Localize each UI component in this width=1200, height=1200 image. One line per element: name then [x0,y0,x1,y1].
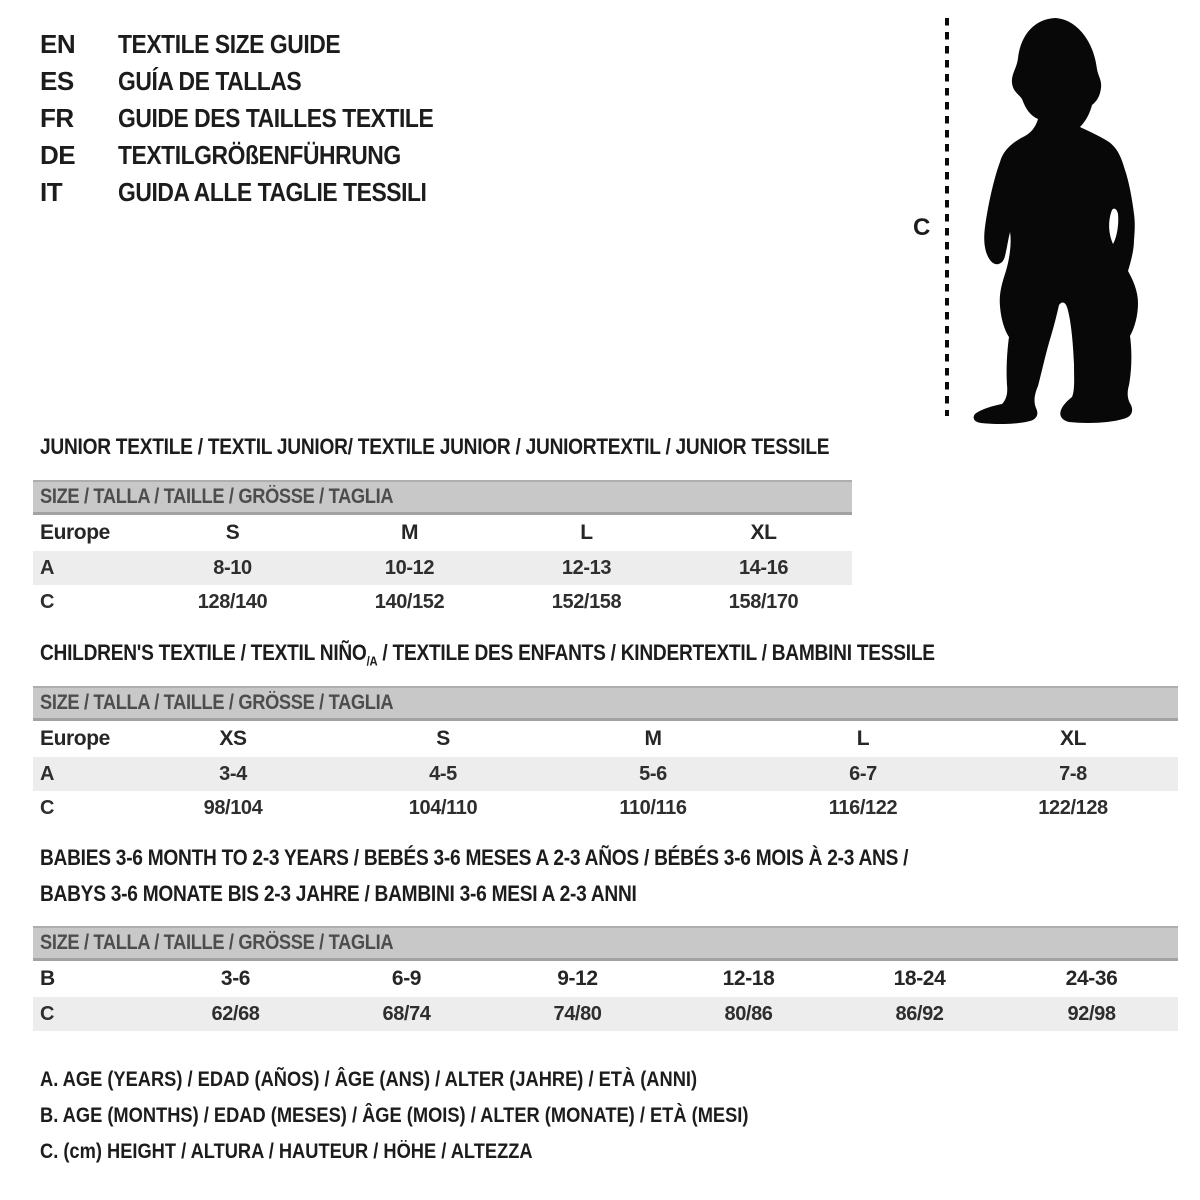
value-cell: 3-4 [128,757,338,791]
height-cm-row [33,791,1178,825]
language-row-en [40,26,476,63]
europe-sizes-row [33,720,1178,758]
babies-section-title-line2: BABYS 3-6 MONATE BIS 2-3 JAHRE / BAMBINI 3-6 MESI A 2-3 ANNI [40,881,637,906]
value-cell: 98/104 [203,796,263,819]
height-cm-row [33,585,852,619]
size-cell: S [225,521,240,544]
language-row-de [40,137,476,174]
value-cell: 5-6 [548,757,758,791]
legend-line-b: B. AGE (MONTHS) / EDAD (MESES) / ÂGE (MOIS) / ALTER (MONATE) / ETÀ (MESI) [40,1104,749,1127]
value-cell: 18-24 [893,967,946,990]
row-label: Europe [40,727,110,750]
value-cell: 12-18 [722,967,775,990]
size-cell: M [400,521,419,544]
row-label: B [40,967,55,990]
europe-sizes-row [33,514,852,552]
measure-c-label: C [913,214,931,241]
babies-section-title-line1: BABIES 3-6 MONTH TO 2-3 YEARS / BEBÉS 3-6 MESES A 2-3 AÑOS / BÉBÉS 3-6 MOIS À 2-3 ANS / [40,845,909,870]
children-section-title: CHILDREN'S TEXTILE / TEXTIL $NIÑO_{/A}$ / TEXTILE DES ENFANTS / KINDERTEXTIL / BAMBINI TESSILE [40,640,935,669]
size-cell: XL [1060,727,1087,750]
guide-title-it: GUIDA ALLE TAGLIE TESSILI [118,177,427,207]
size-cell: XL [750,521,777,544]
children-size-table [33,686,1178,825]
value-cell: 140/152 [374,590,445,613]
row-label: C [33,997,150,1031]
junior-size-table [33,480,852,619]
size-header-bar: SIZE / TALLA / TAILLE / GRÖSSE / TAGLIA [33,687,1178,720]
guide-title-es: GUÍA DE TALLAS [118,66,302,96]
size-cell: XS [219,727,247,750]
measurement-legend [40,1062,854,1170]
value-cell: 6-7 [758,757,968,791]
row-label: A [33,551,144,585]
height-measure-dashed-line [942,16,952,418]
language-code: FR [40,103,74,133]
value-cell: 4-5 [338,757,548,791]
language-code: ES [40,66,74,96]
legend-line-c: C. (cm) HEIGHT / ALTURA / HAUTEUR / HÖHE / ALTEZZA [40,1140,533,1163]
value-cell: 128/140 [197,590,268,613]
age-years-row [33,551,852,585]
value-cell: 74/80 [492,997,663,1031]
value-cell: 116/122 [828,796,898,819]
size-cell: L [856,727,870,750]
value-cell: 152/158 [551,590,622,613]
value-cell: 14-16 [675,551,852,585]
size-header-row [33,687,1178,720]
value-cell: 24-36 [1065,967,1118,990]
language-code: IT [40,177,63,207]
value-cell: 12-13 [498,551,675,585]
guide-title-de: TEXTILGRÖßENFÜHRUNG [118,140,401,170]
age-months-row [33,960,1178,998]
value-cell: 110/116 [619,796,687,819]
row-label: A [33,757,128,791]
size-cell: S [436,727,450,750]
junior-section-title: JUNIOR TEXTILE / TEXTIL JUNIOR/ TEXTILE JUNIOR / JUNIORTEXTIL / JUNIOR TESSILE [40,434,830,459]
legend-line-a: A. AGE (YEARS) / EDAD (AÑOS) / ÂGE (ANS) / ALTER (JAHRE) / ETÀ (ANNI) [40,1068,698,1091]
value-cell: 6-9 [391,967,422,990]
guide-title-fr: GUIDE DES TAILLES TEXTILE [118,103,434,133]
babies-size-table [33,926,1178,1031]
size-header-bar: SIZE / TALLA / TAILLE / GRÖSSE / TAGLIA [33,481,852,514]
value-cell: 80/86 [663,997,834,1031]
value-cell: 86/92 [834,997,1005,1031]
language-row-it [40,174,476,211]
value-cell: 158/170 [728,590,799,613]
size-header-bar: SIZE / TALLA / TAILLE / GRÖSSE / TAGLIA [33,927,1178,960]
value-cell: 62/68 [150,997,321,1031]
row-label: C [40,796,55,819]
guide-title-en: TEXTILE SIZE GUIDE [118,29,341,59]
value-cell: 122/128 [1038,796,1108,819]
size-cell: M [644,727,662,750]
language-row-es [40,63,476,100]
language-title-block [40,26,476,211]
value-cell: 7-8 [968,757,1178,791]
value-cell: 3-6 [220,967,251,990]
age-years-row [33,757,1178,791]
size-header-row [33,927,1178,960]
row-label: Europe [40,521,110,544]
value-cell: 9-12 [557,967,598,990]
size-cell: L [580,521,593,544]
height-cm-row [33,997,1178,1031]
value-cell: 8-10 [144,551,321,585]
row-label: C [40,590,55,613]
value-cell: 92/98 [1005,997,1178,1031]
language-row-fr [40,100,476,137]
language-code: DE [40,140,76,170]
value-cell: 104/110 [408,796,478,819]
language-code: EN [40,29,76,59]
toddler-silhouette-icon [960,14,1140,424]
nino-a-subscript: /A [366,653,378,669]
value-cell: 68/74 [321,997,492,1031]
value-cell: 10-12 [321,551,498,585]
size-header-row [33,481,852,514]
